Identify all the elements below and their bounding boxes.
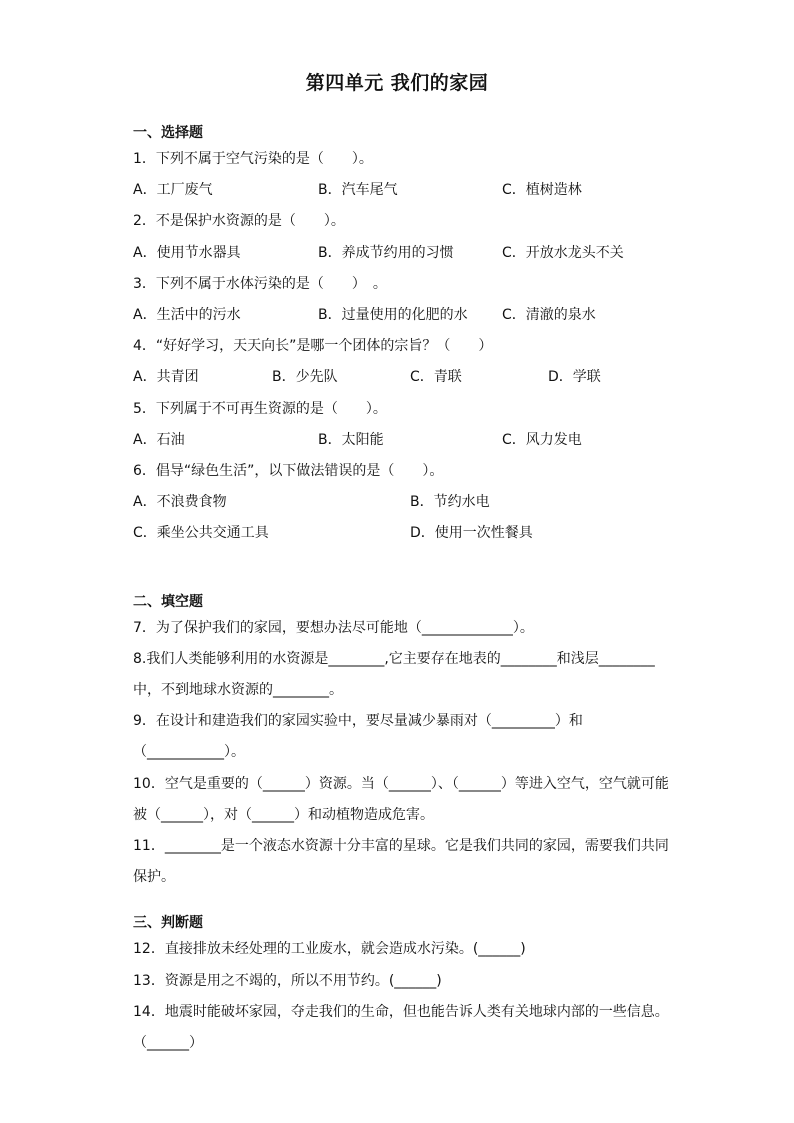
q2-option-c: C．开放水龙头不关 [502, 245, 624, 261]
question-8-line-1: 8.我们人类能够利用的水资源是________,它主要存在地表的________和浅层________ [133, 651, 655, 667]
question-8-line-2: 中，不到地球水资源的________。 [133, 682, 343, 698]
page-title: 第四单元 我们的家园 [305, 72, 489, 94]
question-2: 2．不是保护水资源的是（ ）。 [133, 213, 345, 229]
question-7: 7．为了保护我们的家园，要想办法尽可能地（_____________）。 [133, 620, 534, 636]
q1-option-c: C．植树造林 [502, 182, 582, 198]
q5-option-c: C．风力发电 [502, 432, 582, 448]
q5-option-b: B．太阳能 [318, 432, 384, 448]
section-heading-judge: 三、判断题 [133, 915, 203, 931]
question-11-line-2: 保护。 [133, 869, 175, 885]
question-14-line-2: （______） [133, 1035, 203, 1051]
q3-option-c: C．清澈的泉水 [502, 307, 596, 323]
question-12: 12．直接排放未经处理的工业废水，就会造成水污染。(______) [133, 941, 526, 957]
question-1: 1．下列不属于空气污染的是（ ）。 [133, 151, 373, 167]
question-13: 13．资源是用之不竭的，所以不用节约。(______) [133, 973, 442, 989]
question-10-line-1: 10．空气是重要的（______）资源。当（______）、（______）等进入空气，空气就可能 [133, 776, 669, 792]
q3-option-b: B．过量使用的化肥的水 [318, 307, 468, 323]
q2-option-a: A．使用节水器具 [133, 245, 241, 261]
question-4: 4．“好好学习，天天向长”是哪一个团体的宗旨？（ ） [133, 338, 493, 354]
question-9-line-1: 9．在设计和建造我们的家园实验中，要尽量减少暴雨对（_________）和 [133, 713, 583, 729]
question-5: 5．下列属于不可再生资源的是（ ）。 [133, 401, 387, 417]
question-14-line-1: 14．地震时能破坏家园，夺走我们的生命，但也能告诉人类有关地球内部的一些信息。 [133, 1004, 669, 1020]
question-3: 3．下列不属于水体污染的是（ ） 。 [133, 276, 387, 292]
q3-option-a: A．生活中的污水 [133, 307, 241, 323]
q1-option-a: A．工厂废气 [133, 182, 213, 198]
question-9-line-2: （___________）。 [133, 744, 245, 760]
section-heading-fill: 二、填空题 [133, 594, 203, 610]
question-11-line-1: 11．________是一个液态水资源十分丰富的星球。它是我们共同的家园，需要我们共同 [133, 838, 669, 854]
question-10-line-2: 被（______），对（______）和动植物造成危害。 [133, 807, 434, 823]
q4-option-a: A．共青团 [133, 369, 199, 385]
q6-option-d: D．使用一次性餐具 [410, 525, 533, 541]
q2-option-b: B．养成节约用的习惯 [318, 245, 454, 261]
question-6: 6．倡导“绿色生活”，以下做法错误的是（ ）。 [133, 463, 444, 479]
q6-option-c: C．乘坐公共交通工具 [133, 525, 269, 541]
q4-option-c: C．青联 [410, 369, 462, 385]
q5-option-a: A．石油 [133, 432, 185, 448]
section-heading-choice: 一、选择题 [133, 125, 203, 141]
q6-option-b: B．节约水电 [410, 494, 490, 510]
q4-option-b: B．少先队 [272, 369, 338, 385]
q4-option-d: D．学联 [548, 369, 601, 385]
q1-option-b: B．汽车尾气 [318, 182, 398, 198]
q6-option-a: A．不浪费食物 [133, 494, 227, 510]
